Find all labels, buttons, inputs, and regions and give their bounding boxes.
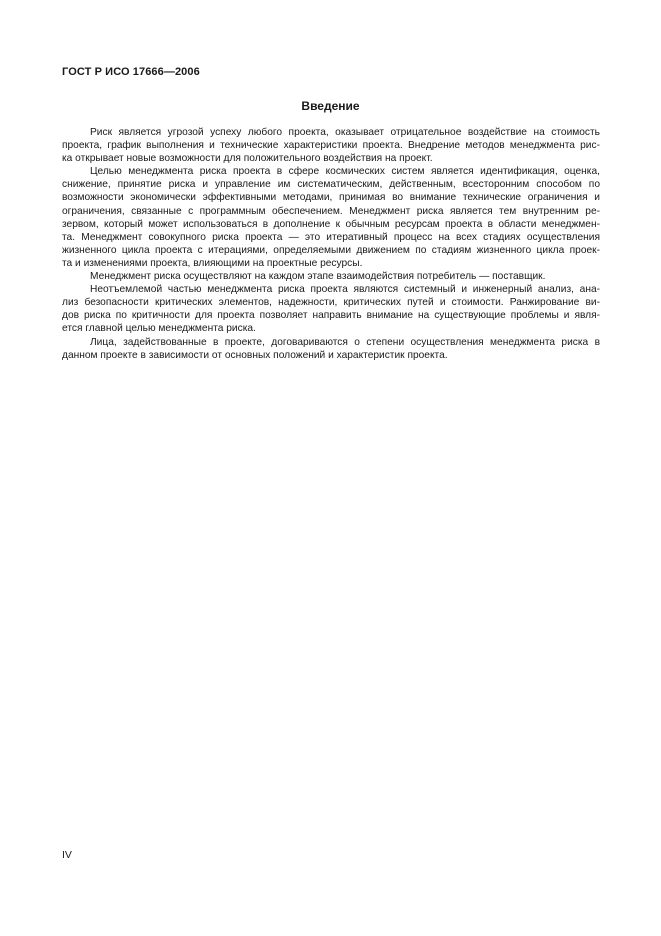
text-line: возможности экономически эффективными методами, принимая во внимание технические ограничения и: [62, 192, 600, 204]
text-line: данном проекте в зависимости от основных положений и характеристик проекта.: [62, 349, 448, 361]
text-line: проекта, график выполнения и технические характеристики проекта. Внедрение методов менеджмента рис-: [62, 140, 600, 152]
text-line: та и изменениями проекта, влияющими на проектные ресурсы.: [62, 257, 363, 269]
text-line: ка открывает новые возможности для положительного воздействия на проект.: [62, 153, 433, 165]
text-line: Лица, задействованные в проекте, договариваются о степени осуществления менеджмента риска в: [90, 336, 600, 348]
text-line: дов риска по критичности для проекта позволяет направить внимание на существующие проблемы и явля-: [62, 310, 600, 322]
text-line: зервом, который может использоваться в дополнение к обычным ресурсам проекта в области менеджмен-: [62, 218, 600, 230]
document-header: ГОСТ Р ИСО 17666—2006: [62, 66, 200, 78]
text-line: Целью менеджмента риска проекта в сфере космических систем является идентификация, оценка,: [90, 166, 600, 178]
page-number: IV: [62, 849, 72, 861]
text-line: ется главной целью менеджмента риска.: [62, 323, 256, 335]
text-line: Менеджмент риска осуществляют на каждом этапе взаимодействия потребитель — поставщик.: [90, 271, 546, 283]
text-line: Риск является угрозой успеху любого проекта, оказывает отрицательное воздействие на стоимость: [90, 127, 600, 138]
text-line: ограничения, связанные с программным обеспечением. Менеджмент риска является тем внутренним ре-: [62, 205, 600, 217]
text-line: лиз безопасности критических элементов, надежности, критических путей и стоимости. Ранжирование ви-: [62, 297, 600, 309]
text-line: жизненного цикла проекта с итерациями, определяемыми движением по стадиям жизненного цикла проек-: [62, 244, 600, 256]
text-line: Неотъемлемой частью менеджмента риска проекта являются системный и инженерный анализ, ана-: [90, 284, 600, 296]
text-line: снижение, принятие риска и управление им систематическим, действенным, всесторонним способом по: [62, 179, 600, 191]
section-title: Введение: [301, 99, 360, 113]
body-text: [62, 126, 600, 362]
text-line: та. Менеджмент совокупного риска проекта — это итеративный процесс на всех стадиях осуществления: [62, 231, 600, 243]
